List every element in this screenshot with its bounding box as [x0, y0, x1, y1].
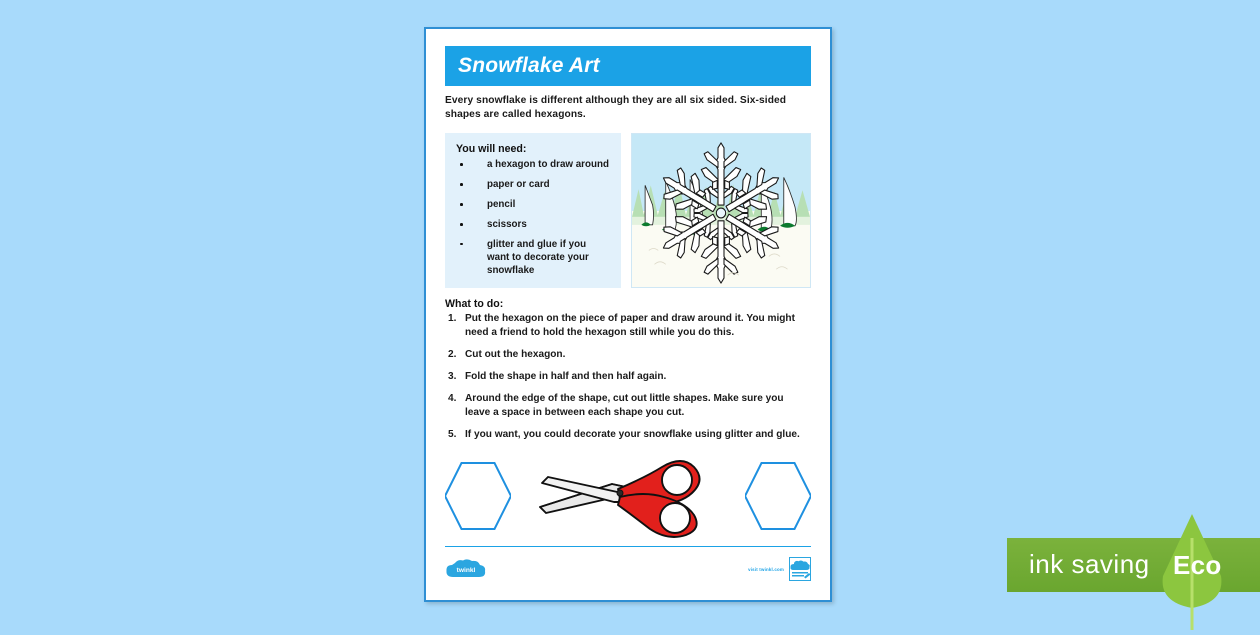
- materials-box: [445, 133, 621, 288]
- bullet-icon: [460, 223, 463, 226]
- bullet-icon: [460, 243, 463, 246]
- materials-list: [456, 159, 611, 277]
- twinkl-logo-text: twinkl: [456, 566, 476, 574]
- list-item-label: pencil: [487, 199, 516, 210]
- step-number: 2.: [448, 349, 457, 360]
- footer-right-group: [748, 557, 811, 581]
- list-item: [445, 392, 811, 420]
- list-item-label: scissors: [487, 218, 527, 230]
- scissors-icon: [534, 453, 716, 539]
- twinkl-logo-icon[interactable]: [445, 559, 487, 580]
- bullet-icon: [460, 183, 463, 186]
- list-item: [445, 370, 811, 384]
- page-footer: [445, 546, 811, 586]
- materials-heading: You will need:: [456, 143, 527, 156]
- list-item: [445, 348, 811, 362]
- bullet-icon: [460, 203, 463, 206]
- step-text: Cut out the hexagon.: [465, 349, 566, 360]
- list-item: [445, 312, 811, 340]
- list-item: [456, 199, 611, 212]
- craft-graphics-strip: [445, 450, 811, 542]
- hexagon-icon: [445, 459, 511, 533]
- worksheet-title-bar: [445, 46, 811, 86]
- page-title: Snowflake Art: [458, 54, 600, 77]
- visit-url-label[interactable]: visit twinkl.com: [748, 566, 784, 572]
- list-item-label: glitter and glue if you want to decorate your snowflake: [487, 238, 589, 276]
- step-number: 1.: [448, 313, 457, 325]
- list-item-label: a hexagon to draw around: [487, 159, 609, 171]
- step-text: Fold the shape in half and then half again.: [465, 370, 667, 382]
- step-text: If you want, you could decorate your snowflake using glitter and glue.: [465, 428, 800, 440]
- eco-word: Eco: [1173, 550, 1222, 580]
- step-text: Around the edge of the shape, cut out little shapes. Make sure you leave a space in between each shape you cut.: [465, 392, 784, 418]
- worksheet-page: [424, 27, 832, 602]
- twinkl-badge-icon[interactable]: [789, 557, 811, 581]
- snowflake-illustration: [631, 133, 811, 288]
- ink-saving-eco-badge: [1007, 538, 1260, 592]
- list-item: [456, 239, 611, 278]
- list-item: [456, 219, 611, 232]
- list-item: [456, 179, 611, 192]
- steps-list: [445, 312, 811, 441]
- bullet-icon: [460, 163, 463, 166]
- eco-label: ink saving: [1029, 549, 1150, 579]
- hexagon-icon: [745, 459, 811, 533]
- step-text: Put the hexagon on the piece of paper and draw around it. You might need a friend to hold the hexagon still while you do this.: [465, 313, 795, 339]
- snowflake-scene-icon: [632, 134, 810, 287]
- step-number: 3.: [448, 370, 457, 382]
- materials-and-illustration-row: [445, 133, 811, 288]
- step-number: 4.: [448, 392, 457, 404]
- list-item-label: paper or card: [487, 179, 550, 191]
- intro-paragraph: Every snowflake is different although they are all six sided. Six-sided shapes are called hexagons.: [445, 95, 787, 121]
- step-number: 5.: [448, 428, 457, 440]
- list-item: [445, 428, 811, 442]
- steps-heading: What to do:: [445, 298, 504, 311]
- list-item: [456, 159, 611, 172]
